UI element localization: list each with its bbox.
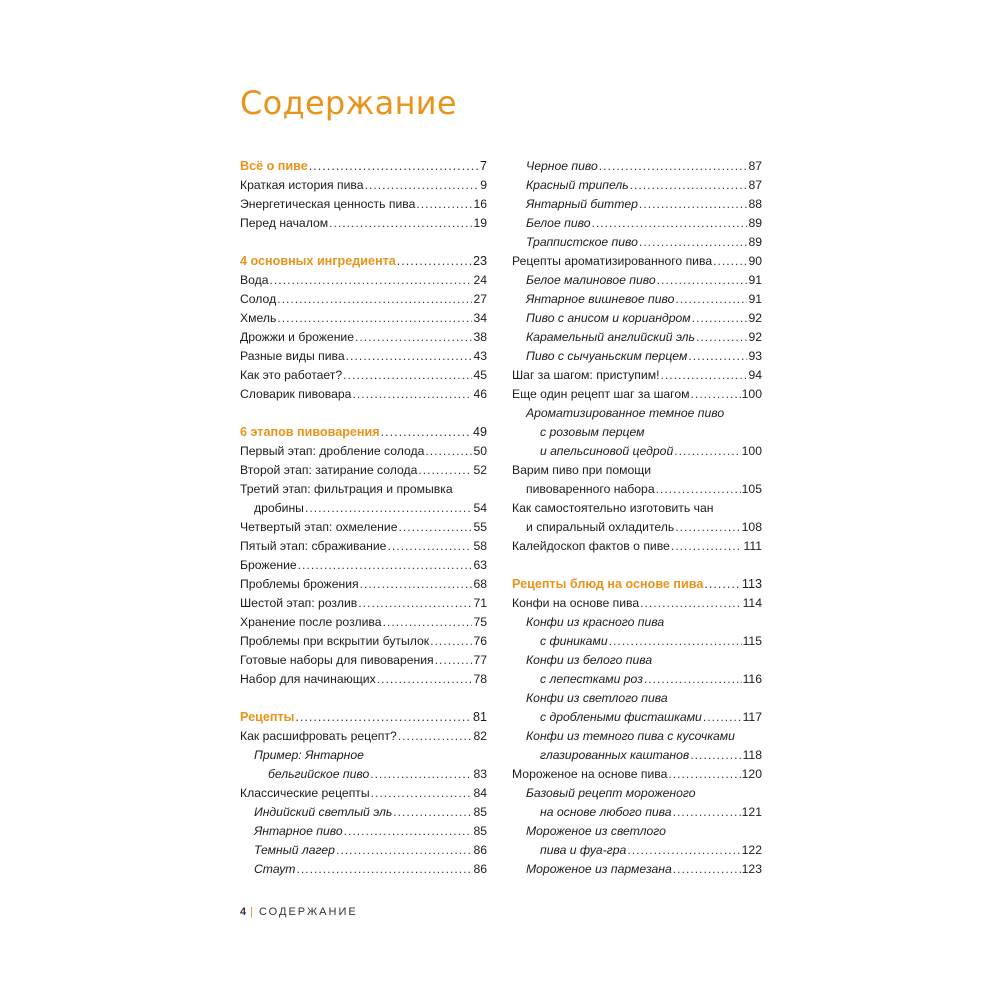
toc-entry — [240, 518, 487, 537]
toc-entry — [512, 176, 762, 195]
toc-page-number: 55 — [473, 520, 487, 534]
toc-entry — [240, 328, 487, 347]
toc-entry — [240, 727, 487, 746]
dot-leader — [673, 803, 741, 822]
toc-entry-title: Краткая история пива — [240, 178, 364, 192]
toc-page-number: 123 — [741, 862, 762, 876]
dot-leader — [360, 575, 473, 594]
toc-entry-title: с дроблеными фисташками — [540, 710, 702, 724]
toc-entry — [512, 290, 762, 309]
toc-entry — [512, 442, 762, 461]
toc-entry — [240, 176, 487, 195]
toc-page-number: 105 — [741, 482, 762, 496]
toc-page-number: 54 — [473, 501, 487, 515]
section-gap — [240, 689, 487, 708]
toc-entry-title: Стаут — [254, 862, 296, 876]
dot-leader — [355, 328, 472, 347]
toc-entry-title: глазированных каштанов — [540, 748, 690, 762]
dot-leader — [365, 176, 480, 195]
footer-divider: | — [250, 906, 255, 918]
toc-entry-title: Темный лагер — [254, 843, 335, 857]
toc-entry — [512, 252, 762, 271]
toc-entry-title: дробины — [254, 501, 304, 515]
toc-entry-title: пивоваренного набора — [526, 482, 655, 496]
toc-entry-title: Проблемы брожения — [240, 577, 359, 591]
dot-leader — [346, 347, 473, 366]
dot-leader — [630, 176, 748, 195]
dot-leader — [344, 822, 473, 841]
toc-entry-title: Белое пиво — [526, 216, 591, 230]
toc-entry-title: Траппистское пиво — [526, 235, 638, 249]
toc-page-number: 7 — [479, 159, 487, 173]
toc-page-number: 16 — [473, 197, 487, 211]
dot-leader — [435, 651, 473, 670]
dot-leader — [393, 803, 472, 822]
toc-page-number: 86 — [473, 843, 487, 857]
dot-leader — [387, 537, 472, 556]
toc-entry-title: Второй этап: затирание солода — [240, 463, 418, 477]
toc-page-number: 86 — [473, 862, 487, 876]
toc-entry — [512, 860, 762, 879]
section-gap — [240, 404, 487, 423]
toc-page-number: 78 — [473, 672, 487, 686]
toc-entry-title: Пятый этап: сбраживание — [240, 539, 387, 553]
toc-page-number: 100 — [741, 387, 762, 401]
toc-entry-title: Калейдоскоп фактов о пиве — [512, 539, 670, 553]
toc-entry-title: 6 этапов пивоварения — [240, 425, 380, 439]
toc-entry-title: пива и фуа-гра — [540, 843, 627, 857]
toc-entry — [512, 670, 762, 689]
toc-entry-title: с финиками — [540, 634, 608, 648]
toc-page-number: 71 — [473, 596, 487, 610]
toc-entry-title: Мороженое из пармезана — [526, 862, 672, 876]
toc-entry-title: Индийский светлый эль — [254, 805, 393, 819]
toc-page-number: 84 — [473, 786, 487, 800]
toc-entry — [512, 233, 762, 252]
toc-entry-title: Брожение — [240, 558, 297, 572]
toc-entry — [240, 613, 487, 632]
toc-page-number: 121 — [741, 805, 762, 819]
dot-leader — [418, 461, 472, 480]
page-title: Содержание — [240, 84, 457, 122]
toc-page-number: 91 — [748, 292, 762, 306]
toc-entry-title: Как это работает? — [240, 368, 343, 382]
toc-entry-title: бельгийское пиво — [268, 767, 370, 781]
toc-section — [240, 423, 487, 442]
toc-entry — [240, 632, 487, 651]
dot-leader — [657, 271, 748, 290]
toc-entry — [240, 461, 487, 480]
toc-entry-line: Конфи из темного пива с кусочками — [526, 729, 735, 743]
dot-leader — [691, 385, 741, 404]
toc-entry-title: Пиво с анисом и кориандром — [526, 311, 691, 325]
toc-entry-title: Мороженое на основе пива — [512, 767, 668, 781]
toc-page-number: 108 — [741, 520, 762, 534]
section-gap — [240, 233, 487, 252]
dot-leader — [371, 784, 473, 803]
toc-page-number: 63 — [473, 558, 487, 572]
dot-leader — [673, 860, 741, 879]
running-head: СОДЕРЖАНИЕ — [258, 906, 358, 918]
toc-page-number: 91 — [748, 273, 762, 287]
toc-page-number: 111 — [743, 539, 762, 553]
toc-page-number: 77 — [473, 653, 487, 667]
dot-leader — [640, 594, 741, 613]
toc-entry-title: Перед началом — [240, 216, 329, 230]
dot-leader — [430, 632, 472, 651]
toc-entry-title: Всё о пиве — [240, 159, 308, 173]
toc-page-number: 50 — [473, 444, 487, 458]
toc-entry-title: Готовые наборы для пивоварения — [240, 653, 434, 667]
dot-leader — [343, 366, 472, 385]
toc-page-number: 81 — [472, 710, 487, 724]
toc-page-number: 38 — [473, 330, 487, 344]
dot-leader — [690, 746, 741, 765]
toc-entry-title: Словарик пивовара — [240, 387, 352, 401]
toc-page-number: 117 — [742, 710, 762, 724]
toc-entry — [240, 271, 487, 290]
toc-entry-title: Четвертый этап: охмеление — [240, 520, 398, 534]
toc-entry — [512, 708, 762, 727]
dot-leader — [639, 233, 748, 252]
toc-entry — [240, 537, 487, 556]
toc-entry-title: Янтарное вишневое пиво — [526, 292, 675, 306]
dot-leader — [398, 727, 473, 746]
toc-entry — [240, 784, 487, 803]
dot-leader — [660, 366, 747, 385]
toc-entry — [240, 309, 487, 328]
toc-page-number: 49 — [472, 425, 487, 439]
toc-entry-title: Черное пиво — [526, 159, 598, 173]
dot-leader — [381, 423, 472, 442]
dot-leader — [270, 271, 473, 290]
toc-entry-title: Карамельный английский эль — [526, 330, 695, 344]
toc-entry — [240, 290, 487, 309]
dot-leader — [298, 556, 473, 575]
toc-entry-title: Рецепты блюд на основе пива — [512, 577, 704, 591]
toc-entry — [240, 556, 487, 575]
toc-entry-line: Третий этап: фильтрация и промывка — [240, 482, 453, 496]
toc-entry-title: Вода — [240, 273, 269, 287]
toc-entry — [512, 347, 762, 366]
dot-leader — [296, 860, 472, 879]
toc-entry-title: Еще один рецепт шаг за шагом — [512, 387, 690, 401]
dot-leader — [416, 195, 472, 214]
toc-entry — [240, 822, 487, 841]
toc-entry — [512, 271, 762, 290]
toc-section — [240, 708, 487, 727]
page-footer — [240, 906, 358, 918]
toc-entry-title: Солод — [240, 292, 277, 306]
toc-page-number: 113 — [741, 577, 762, 591]
toc-column-left — [240, 157, 487, 879]
toc-entry — [240, 803, 487, 822]
toc-entry-title: на основе любого пива — [540, 805, 672, 819]
toc-entry-title: Шестой этап: розлив — [240, 596, 358, 610]
toc-entry-title: Шаг за шагом: приступим! — [512, 368, 660, 382]
dot-leader — [425, 442, 472, 461]
dot-leader — [692, 309, 748, 328]
dot-leader — [591, 214, 747, 233]
toc-entry-line: с розовым перцем — [540, 425, 645, 439]
toc-entry-title: 4 основных ингредиента — [240, 254, 396, 268]
toc-entry-title: Классические рецепты — [240, 786, 370, 800]
toc-entry — [512, 803, 762, 822]
dot-leader — [639, 195, 748, 214]
toc-entry-title: и апельсиновой цедрой — [540, 444, 674, 458]
toc-entry — [240, 860, 487, 879]
toc-entry-line: Конфи из светлого пива — [526, 691, 668, 705]
toc-entry — [240, 385, 487, 404]
toc-page-number: 52 — [473, 463, 487, 477]
toc-entry-title: Проблемы при вскрытии бутылок — [240, 634, 430, 648]
toc-page-number: 93 — [748, 349, 762, 363]
toc-entry — [512, 157, 762, 176]
toc-entry-line: Варим пиво при помощи — [512, 463, 652, 477]
toc-entry-line: Пример: Янтарное — [254, 748, 364, 762]
toc-entry — [512, 518, 762, 537]
dot-leader — [674, 442, 740, 461]
toc-entry — [240, 651, 487, 670]
toc-entry-title: Разные виды пива — [240, 349, 345, 363]
section-gap — [512, 556, 762, 575]
toc-entry-title: Красный трипель — [526, 178, 629, 192]
toc-entry — [512, 385, 762, 404]
toc-page-number: 115 — [742, 634, 762, 648]
toc-entry-title: Как расшифровать рецепт? — [240, 729, 397, 743]
toc-entry-title: Рецепты — [240, 710, 295, 724]
toc-entry-title: с лепестками роз — [540, 672, 643, 686]
toc-page-number: 75 — [473, 615, 487, 629]
toc-entry-title: Рецепты ароматизированного пива — [512, 254, 713, 268]
dot-leader — [599, 157, 748, 176]
toc-page-number: 85 — [473, 824, 487, 838]
toc-entry — [240, 366, 487, 385]
toc-page-number: 76 — [473, 634, 487, 648]
toc-entry-title: Янтарный биттер — [526, 197, 638, 211]
toc-section — [512, 575, 762, 594]
toc-page-number: 89 — [748, 216, 762, 230]
toc-entry — [512, 214, 762, 233]
dot-leader — [277, 309, 472, 328]
toc-entry — [512, 328, 762, 347]
toc-entry-title: Дрожжи и брожение — [240, 330, 355, 344]
toc-page-number: 24 — [473, 273, 487, 287]
toc-entry-title: Хмель — [240, 311, 277, 325]
toc-page-number: 85 — [473, 805, 487, 819]
toc-entry-title: Белое малиновое пиво — [526, 273, 656, 287]
toc-entry — [240, 442, 487, 461]
toc-entry — [240, 594, 487, 613]
toc-entry — [512, 594, 762, 613]
toc-page-number: 45 — [473, 368, 487, 382]
dot-leader — [627, 841, 740, 860]
toc-section — [240, 252, 487, 271]
dot-leader — [704, 575, 741, 594]
toc-page-number: 88 — [748, 197, 762, 211]
toc-entry-title: Хранение после розлива — [240, 615, 382, 629]
dot-leader — [383, 613, 473, 632]
toc-entry-line: Конфи из красного пива — [526, 615, 665, 629]
toc-page-number: 122 — [741, 843, 762, 857]
dot-leader — [609, 632, 742, 651]
toc-entry-title: Набор для начинающих — [240, 672, 376, 686]
toc-entry-title: Энергетическая ценность пива — [240, 197, 416, 211]
toc-entry — [240, 347, 487, 366]
toc-page-number: 89 — [748, 235, 762, 249]
dot-leader — [377, 670, 473, 689]
toc-entry — [240, 499, 487, 518]
toc-entry-title: Конфи на основе пива — [512, 596, 640, 610]
toc-page-number: 120 — [741, 767, 762, 781]
toc-page-number: 58 — [473, 539, 487, 553]
toc-entry-title: Янтарное пиво — [254, 824, 343, 838]
toc-entry — [512, 537, 762, 556]
dot-leader — [358, 594, 472, 613]
toc-entry — [240, 214, 487, 233]
dot-leader — [398, 518, 472, 537]
toc-page-number: 87 — [748, 178, 762, 192]
toc-page-number: 92 — [748, 311, 762, 325]
toc-page-number: 27 — [473, 292, 487, 306]
toc-entry-line: Как самостоятельно изготовить чан — [512, 501, 714, 515]
toc-entry — [512, 632, 762, 651]
toc-page-number: 23 — [472, 254, 487, 268]
dot-leader — [277, 290, 472, 309]
toc-entry — [512, 480, 762, 499]
toc-page-number: 92 — [748, 330, 762, 344]
toc-entry — [240, 841, 487, 860]
dot-leader — [329, 214, 472, 233]
toc-column-right — [512, 157, 762, 879]
toc-entry — [512, 746, 762, 765]
toc-entry-line: Базовый рецепт мороженого — [526, 786, 696, 800]
toc-page-number: 114 — [742, 596, 762, 610]
toc-page-number: 46 — [473, 387, 487, 401]
toc-entry-line: Мороженое из светлого — [526, 824, 666, 838]
toc-entry-title: Пиво с сычуаньским перцем — [526, 349, 688, 363]
dot-leader — [370, 765, 472, 784]
dot-leader — [397, 252, 472, 271]
toc-page-number: 82 — [473, 729, 487, 743]
toc-entry — [512, 195, 762, 214]
dot-leader — [336, 841, 472, 860]
toc-entry — [512, 309, 762, 328]
toc-entry — [512, 765, 762, 784]
toc-page-number: 9 — [480, 178, 487, 192]
dot-leader — [688, 347, 747, 366]
dot-leader — [295, 708, 472, 727]
dot-leader — [656, 480, 741, 499]
toc-page-number: 43 — [473, 349, 487, 363]
toc-page-number: 118 — [742, 748, 762, 762]
toc-entry — [240, 765, 487, 784]
dot-leader — [668, 765, 740, 784]
toc-page-number: 116 — [742, 672, 762, 686]
toc-page-number: 90 — [748, 254, 762, 268]
toc-entry-title: Первый этап: дробление солода — [240, 444, 425, 458]
dot-leader — [644, 670, 742, 689]
dot-leader — [671, 537, 743, 556]
toc-page-number: 87 — [748, 159, 762, 173]
toc-section — [240, 157, 487, 176]
toc-page-number: 100 — [741, 444, 762, 458]
toc-entry-title: и спиральный охладитель — [526, 520, 675, 534]
dot-leader — [352, 385, 472, 404]
toc-entry — [240, 195, 487, 214]
toc-entry-line: Конфи из белого пива — [526, 653, 653, 667]
toc-entry-line: Ароматизированное темное пиво — [526, 406, 725, 420]
dot-leader — [305, 499, 472, 518]
toc-page-number: 68 — [473, 577, 487, 591]
toc-page-number: 19 — [473, 216, 487, 230]
toc-entry — [240, 670, 487, 689]
toc-entry — [512, 366, 762, 385]
dot-leader — [703, 708, 742, 727]
page-number: 4 — [240, 906, 249, 918]
toc-entry — [512, 841, 762, 860]
toc-entry — [240, 575, 487, 594]
dot-leader — [713, 252, 747, 271]
dot-leader — [675, 290, 747, 309]
toc-page-number: 83 — [473, 767, 487, 781]
toc-page-number: 34 — [473, 311, 487, 325]
dot-leader — [675, 518, 740, 537]
toc-page-number: 94 — [748, 368, 762, 382]
dot-leader — [696, 328, 747, 347]
dot-leader — [309, 157, 479, 176]
